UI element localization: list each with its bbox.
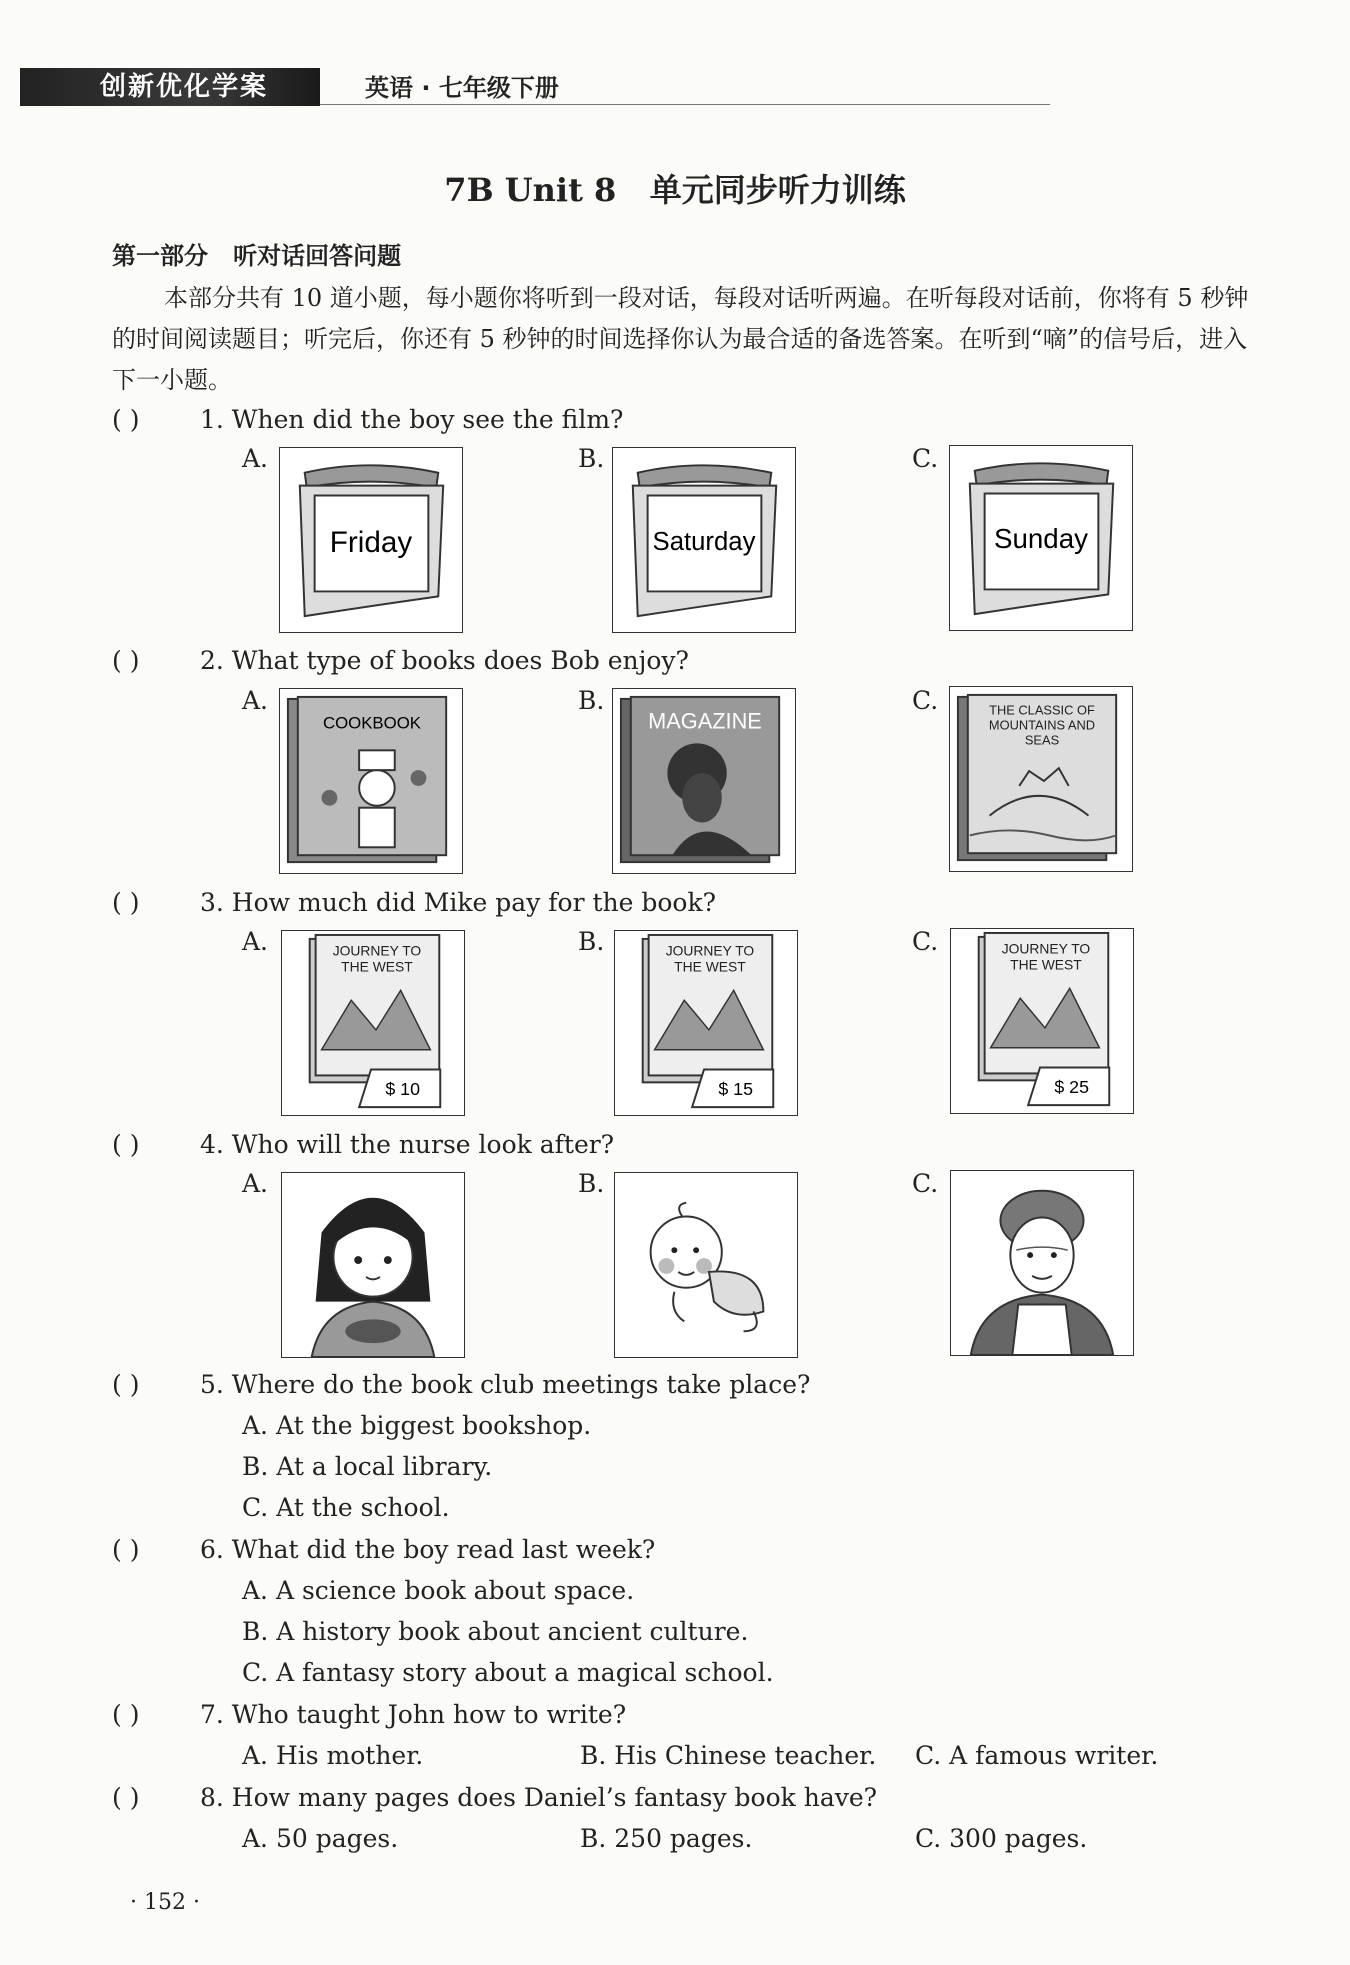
question-text: 8. How many pages does Daniel’s fantasy book have?: [200, 1783, 878, 1812]
question-6: [112, 1535, 655, 1564]
option-label: B.: [578, 927, 605, 956]
book-picture-a[interactable]: [279, 688, 463, 874]
page-number: · 152 ·: [130, 1890, 200, 1915]
option-label: B.: [578, 444, 605, 473]
option-c[interactable]: C. A famous writer.: [915, 1741, 1159, 1770]
option-label: C.: [912, 444, 939, 473]
answer-blank[interactable]: ( ): [112, 1535, 140, 1564]
book-title: JOURNEY TO THE WEST: [1001, 940, 1091, 973]
header-divider: [320, 104, 1050, 105]
question-2: [112, 646, 689, 675]
answer-blank[interactable]: ( ): [112, 1130, 140, 1159]
calendar-picture-c[interactable]: [949, 445, 1133, 631]
option-label: A.: [242, 927, 269, 956]
book-title: JOURNEY TO THE WEST: [332, 942, 422, 975]
calendar-picture-a[interactable]: [279, 447, 463, 633]
day-label: Saturday: [652, 527, 756, 556]
book-picture-b[interactable]: [612, 688, 796, 874]
question-1: [112, 405, 623, 434]
price-tag: $ 15: [718, 1079, 753, 1100]
book-picture-c[interactable]: [949, 686, 1133, 872]
price-tag: $ 25: [1054, 1077, 1089, 1098]
question-text: 1. When did the boy see the film?: [200, 405, 624, 434]
question-4: [112, 1130, 614, 1159]
option-label: C.: [912, 686, 939, 715]
girl-picture[interactable]: [281, 1172, 465, 1358]
option-c[interactable]: C. 300 pages.: [915, 1824, 1088, 1853]
option-c[interactable]: C. At the school.: [242, 1493, 450, 1522]
day-label: Friday: [329, 525, 413, 559]
priced-book-picture-c[interactable]: [950, 928, 1134, 1114]
book-title: COOKBOOK: [322, 713, 421, 733]
answer-blank[interactable]: ( ): [112, 646, 140, 675]
baby-picture[interactable]: [614, 1172, 798, 1358]
option-a[interactable]: A. A science book about space.: [242, 1576, 635, 1605]
option-a[interactable]: A. At the biggest bookshop.: [242, 1411, 592, 1440]
question-text: 3. How much did Mike pay for the book?: [200, 888, 717, 917]
question-8: [112, 1783, 877, 1812]
book-title: THE CLASSIC OF MOUNTAINS AND SEAS: [988, 702, 1096, 748]
answer-blank[interactable]: ( ): [112, 405, 140, 434]
option-b[interactable]: B. His Chinese teacher.: [580, 1741, 877, 1770]
priced-book-picture-a[interactable]: [281, 930, 465, 1116]
option-c[interactable]: C. A fantasy story about a magical school.: [242, 1658, 774, 1687]
option-a[interactable]: A. His mother.: [242, 1741, 424, 1770]
book-title: MAGAZINE: [648, 708, 762, 734]
brand-banner: 创新优化学案: [20, 68, 320, 106]
question-7: [112, 1700, 626, 1729]
question-text: 7. Who taught John how to write?: [200, 1700, 627, 1729]
answer-blank[interactable]: ( ): [112, 1783, 140, 1812]
option-label: A.: [242, 686, 269, 715]
question-text: 2. What type of books does Bob enjoy?: [200, 646, 689, 675]
calendar-picture-b[interactable]: [612, 447, 796, 633]
option-label: C.: [912, 1169, 939, 1198]
answer-blank[interactable]: ( ): [112, 888, 140, 917]
old-woman-picture[interactable]: [950, 1170, 1134, 1356]
option-label: A.: [242, 444, 269, 473]
price-tag: $ 10: [385, 1079, 420, 1100]
option-b[interactable]: B. At a local library.: [242, 1452, 493, 1481]
question-text: 6. What did the boy read last week?: [200, 1535, 656, 1564]
page-title: 7B Unit 8 单元同步听力训练: [444, 171, 906, 209]
option-label: B.: [578, 1169, 605, 1198]
option-label: B.: [578, 686, 605, 715]
option-label: C.: [912, 927, 939, 956]
answer-blank[interactable]: ( ): [112, 1700, 140, 1729]
option-b[interactable]: B. A history book about ancient culture.: [242, 1617, 749, 1646]
section-intro: 本部分共有 10 道小题，每小题你将听到一段对话，每段对话听两遍。在听每段对话前，你将有 5 秒钟的时间阅读题目；听完后，你还有 5 秒钟的时间选择你认为最合适的备选答案。在听到“嘀”的信号后，进入下一小题。: [112, 284, 1249, 394]
subject-label: 英语 · 七年级下册: [365, 74, 559, 102]
question-text: 4. Who will the nurse look after?: [200, 1130, 615, 1159]
option-b[interactable]: B. 250 pages.: [580, 1824, 753, 1853]
question-3: [112, 888, 716, 917]
section-title: 第一部分 听对话回答问题: [112, 242, 402, 270]
option-a[interactable]: A. 50 pages.: [242, 1824, 399, 1853]
option-label: A.: [242, 1169, 269, 1198]
day-label: Sunday: [994, 522, 1088, 554]
question-text: 5. Where do the book club meetings take place?: [200, 1370, 811, 1399]
book-title: JOURNEY TO THE WEST: [665, 942, 755, 975]
question-5: [112, 1370, 810, 1399]
answer-blank[interactable]: ( ): [112, 1370, 140, 1399]
priced-book-picture-b[interactable]: [614, 930, 798, 1116]
